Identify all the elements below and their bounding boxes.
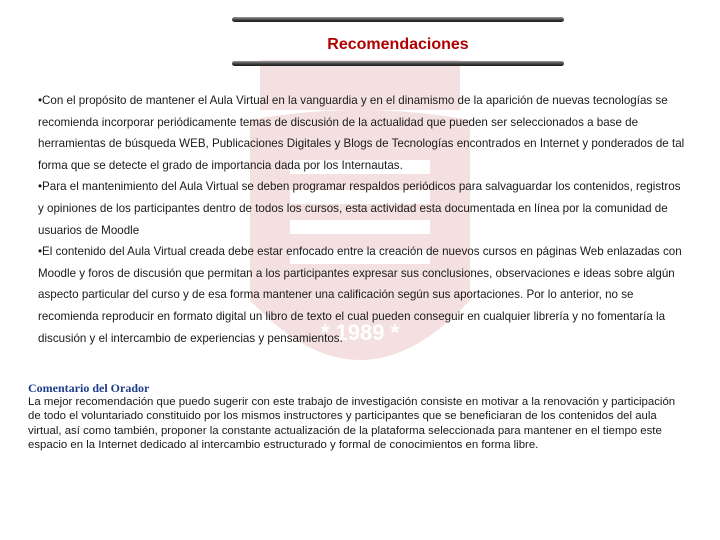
watermark-year: * 1989 * [320, 320, 400, 345]
title-top-rule [232, 17, 564, 22]
bullet-item: •Con el propósito de mantener el Aula Virtual en la vanguardia y en el dinamismo de la aparición de nuevas tecnologías se recomienda incorporar periódicamente temas de discusión de la actualidad que pueden ser seleccionados a base de herramientas de búsqueda WEB, Publicaciones Digitales y Blogs de Tecnologías encontrados en Internet y ponderados de tal forma que se detecte el grado de importancia dada por los Internautas. [38, 94, 685, 172]
bullet-item: •Para el mantenimiento del Aula Virtual se deben programar respaldos periódicos para salvaguardar los contenidos, registros y opiniones de los participantes dentro de todos los cursos, esta actividad esta documentada en línea por la comunidad de usuarios de Moodle [38, 180, 681, 237]
speaker-notes-text: La mejor recomendación que puedo sugerir con este trabajo de investigación consiste en motivar a la renovación y participación de todo el voluntariado constituido por los mismos instructores y participantes que se beneficiaran de los contenidos del aula virtual, así como también, proponer la constante actualización de la plataforma seleccionada para mantener en el tiempo este espacio en la Internet dedicado al intercambio estructurado y formal de conocimientos en forma libre. [28, 396, 676, 452]
slide-title: Recomendaciones [327, 36, 469, 53]
bullet-item: •El contenido del Aula Virtual creada debe estar enfocado entre la creación de nuevos cursos en páginas Web enlazadas con Moodle y foros de discusión que permitan a los participantes expresar sus conclusiones, observaciones e ideas sobre algún aspecto particular del curso y de esa forma mantener una calificación según sus aportaciones. Por lo anterior, no se recomienda reproducir en formato digital un libro de texto el cual pueden conseguir en cualquier librería y no fomentaría la discusión y el intercambio de experiencias y pensamientos. [38, 245, 682, 345]
bullet-list [38, 90, 688, 349]
speaker-notes-heading: Comentario del Orador [28, 381, 150, 395]
speaker-notes [28, 381, 688, 453]
title-bottom-rule [232, 61, 564, 66]
